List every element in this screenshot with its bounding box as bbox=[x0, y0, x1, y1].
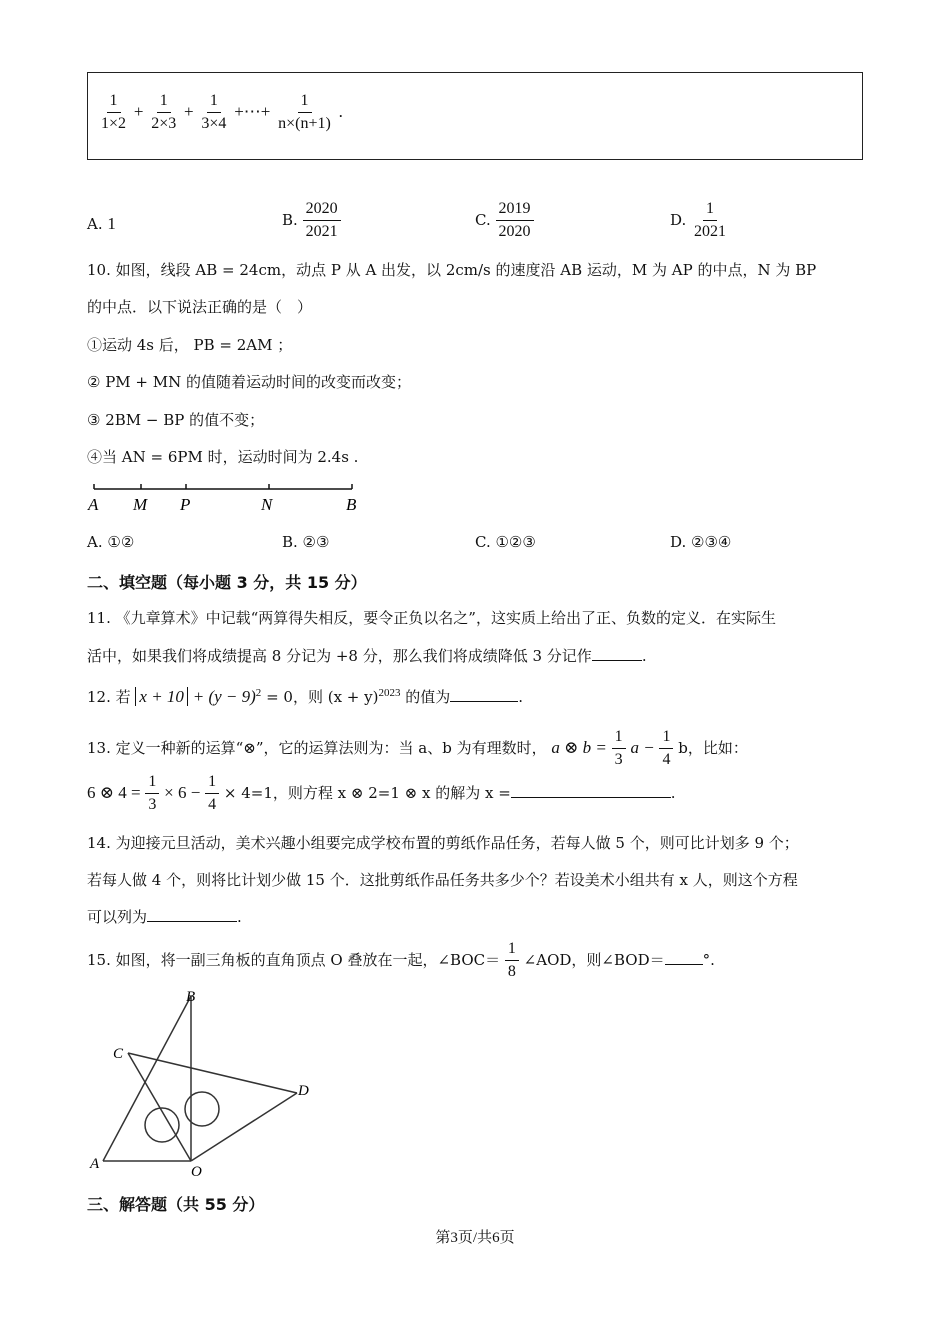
q10-stem-line1: 10. 如图，线段 AB = 24cm，动点 P 从 A 出发，以 2cm/s 的速度沿 AB 运动，M 为 AP 的中点，N 为 BP bbox=[87, 261, 817, 279]
q12-line: 12. 若 $x + 10 + (y - 9)^2 = 0$，则 $(x + y)^{2023}$ 的值为 . bbox=[87, 687, 524, 706]
q13-line1: 13. 定义一种新的运算“⊗”，它的运算法则为：当 a、b 为有理数时， a ⊗ b = $\frac{1}{3}$ a − $\frac{1}{4}$ b，比如： bbox=[87, 728, 748, 769]
q10-statement-4: ④当 AN = 6PM 时，运动时间为 2.4s . bbox=[87, 448, 359, 466]
answer-blank bbox=[592, 646, 642, 661]
q10-stem-line2: 的中点．以下说法正确的是（ ） bbox=[87, 298, 313, 316]
line-co bbox=[128, 1053, 191, 1161]
q10-statement-3: ③ 2BM − BP 的值不变； bbox=[87, 411, 265, 429]
q13-line2: 6 ⊗ 4 = $\frac{1}{3}$ × 6 − $\frac{1}{4}$ × 4=1，则方程 x ⊗ 2=1 ⊗ x 的解为 x = . bbox=[87, 773, 676, 814]
label-o: O bbox=[191, 1164, 202, 1180]
answer-blank bbox=[147, 907, 237, 922]
fraction: $\frac{1}{3}$ bbox=[145, 773, 159, 815]
section-2-heading: 二、填空题（每小题 3 分，共 15 分） bbox=[87, 573, 367, 592]
label-n: N bbox=[261, 495, 273, 514]
q10-option-c: C. ①②③ bbox=[475, 533, 536, 551]
q10-option-d: D. ②③④ bbox=[670, 533, 732, 551]
q14-line1: 14. 为迎接元旦活动，美术兴趣小组要完成学校布置的剪纸作品任务，若每人做 5 个，则可比计划多 9 个； bbox=[87, 834, 799, 852]
label-c: C bbox=[113, 1046, 124, 1062]
answer-blank bbox=[450, 687, 518, 702]
label-b: B bbox=[346, 495, 357, 514]
q10-option-a: A. ①② bbox=[87, 533, 135, 551]
q14-line3: 可以列为 . bbox=[87, 908, 242, 926]
fraction: $\frac{1}{3\times 4}$ bbox=[201, 92, 227, 133]
fraction: $\frac{1}{n\times(n+1)}$ bbox=[278, 92, 331, 133]
page-footer: 第3页/共6页 bbox=[435, 1230, 515, 1246]
q10-option-b: B. ②③ bbox=[282, 533, 330, 551]
q15-line: 15. 如图，将一副三角板的直角顶点 O 叠放在一起，∠BOC＝ $\frac{1}{8}$ ∠AOD，则∠BOD＝ °. bbox=[87, 940, 715, 981]
answer-blank bbox=[665, 950, 703, 965]
circle-hole-left bbox=[145, 1108, 179, 1142]
line-ab bbox=[103, 996, 191, 1161]
label-p: P bbox=[180, 495, 191, 514]
answer-blank bbox=[511, 783, 671, 798]
q14-line2: 若每人做 4 个，则将比计划少做 15 个．这批剪纸作品任务共多少个？若设美术小组共有 x 人，则这个方程 bbox=[87, 871, 798, 889]
fraction: $\frac{2020}{2021}$ bbox=[303, 200, 341, 242]
fraction: $\frac{1}{3}$ bbox=[612, 728, 626, 770]
q9-option-c: C. $\frac{2019}{2020}$ bbox=[475, 200, 534, 242]
fraction: $\frac{1}{8}$ bbox=[505, 940, 519, 982]
section-3-heading: 三、解答题（共 55 分） bbox=[87, 1195, 265, 1214]
fraction: $\frac{1}{4}$ bbox=[205, 773, 219, 815]
q10-statement-1: ①运动 4s 后， PB = 2AM ； bbox=[87, 336, 293, 354]
line-cd bbox=[128, 1053, 297, 1093]
label-b: B bbox=[186, 989, 196, 1005]
q9-option-a: A. 1 bbox=[87, 214, 116, 233]
line-do bbox=[191, 1093, 297, 1161]
q10-statement-2: ② PM + MN 的值随着运动时间的改变而改变； bbox=[87, 373, 412, 391]
q9-option-b: B. $\frac{2020}{2021}$ bbox=[282, 200, 341, 242]
fraction: $\frac{1}{1\times 2}$ bbox=[101, 92, 127, 133]
fraction: $\frac{1}{4}$ bbox=[659, 728, 673, 770]
label-a: A bbox=[90, 1156, 100, 1172]
segment-diagram bbox=[84, 480, 374, 516]
triangle-diagram bbox=[84, 982, 324, 1182]
q11-line2: 活中，如果我们将成绩提高 8 分记为 +8 分，那么我们将成绩降低 3 分记作 . bbox=[87, 647, 647, 665]
fraction: $\frac{1}{2021}$ bbox=[694, 200, 727, 241]
fraction: $\frac{2019}{2020}$ bbox=[496, 200, 534, 242]
q11-line1: 11. 《九章算术》中记载“两算得失相反，要令正负以名之”，这实质上给出了正、负数的定义．在实际生 bbox=[87, 609, 776, 627]
label-m: M bbox=[133, 495, 148, 514]
circle-hole-right bbox=[185, 1092, 219, 1126]
label-d: D bbox=[298, 1083, 309, 1099]
fraction: $\frac{1}{2\times 3}$ bbox=[151, 92, 177, 133]
sum-expression: $\frac{1}{1\times 2}$ + $\frac{1}{2\times 3}$ + $\frac{1}{3\times 4}$ +⋯+ $\frac{1}{n\times(n+1)}$ . bbox=[98, 92, 343, 134]
label-a: A bbox=[88, 495, 99, 514]
q9-option-d: D. $\frac{1}{2021}$ bbox=[670, 200, 729, 242]
